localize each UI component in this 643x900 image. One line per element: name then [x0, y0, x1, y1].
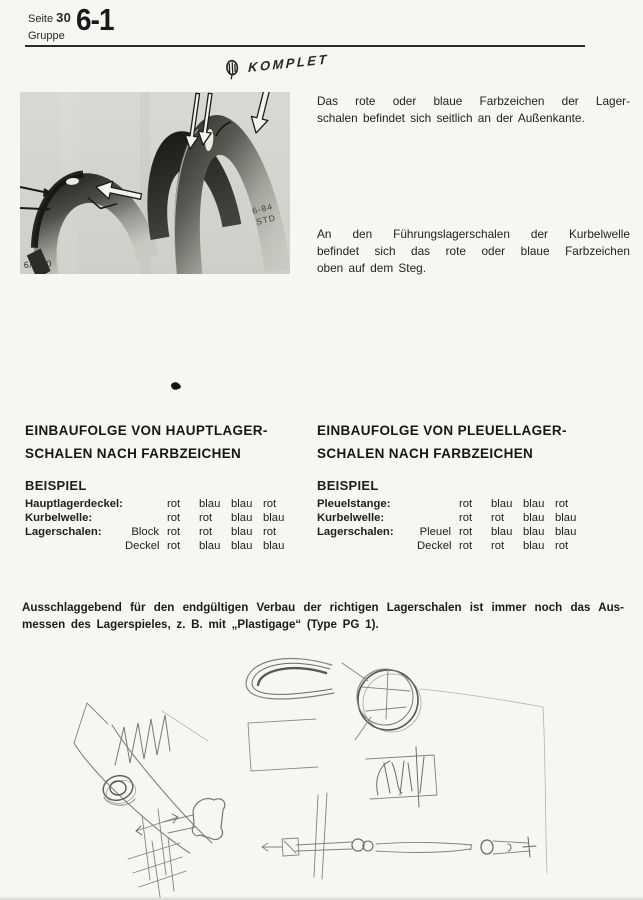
section-pleuellager [317, 419, 617, 554]
group-code: 6-1 [76, 2, 114, 37]
heading-line: SCHALEN NACH FARBZEICHEN [317, 446, 534, 461]
handwritten-annotation [223, 48, 330, 81]
seite-label: Seite [28, 13, 54, 25]
photo-caption: 6/3/10 [23, 258, 53, 270]
page-bottom-shadow [0, 896, 643, 900]
stamp-line-2: STD [255, 212, 277, 227]
rect-sketch-big [420, 689, 547, 873]
rect-sketch-left [248, 719, 318, 771]
hatched-rect-sketch [366, 747, 437, 807]
footer-line: Ausschlaggebend für den endgültigen Verbau der richtigen Lagerschalen ist immer noch das Aus- [22, 601, 624, 614]
footer-line: messen des Lagerspieles, z. B. mit „Plastigage“ (Type PG 1). [22, 617, 379, 631]
table-row: Deckel rot rot blau rot [417, 539, 569, 552]
seite-line [28, 9, 71, 28]
shell-curve-sketch [246, 659, 334, 699]
footer-note [22, 600, 624, 633]
pencil-sketches [0, 645, 643, 900]
section-heading [317, 419, 617, 465]
vertical-lines-sketch [314, 793, 327, 879]
paragraph-mark-location [317, 93, 630, 127]
heading-line: EINBAUFOLGE VON HAUPTLAGER- [25, 423, 268, 438]
circle-sketch [342, 663, 421, 740]
paragraph-line: An den Führungslagerschalen der Kurbelwelle [317, 227, 630, 241]
header-rule [25, 45, 585, 47]
table-row: Lagerschalen: Block rot rot blau rot [25, 525, 277, 538]
table-row: Kurbelwelle: rot rot blau blau [25, 511, 285, 524]
table-row: Lagerschalen: Pleuel rot blau blau blau [317, 525, 577, 538]
bearing-shells-photo [20, 92, 290, 274]
color-code-table [317, 498, 617, 554]
handwritten-text: KOMPLET [247, 50, 330, 75]
section-heading [25, 419, 309, 465]
section-hauptlager [25, 419, 309, 554]
subheading-beispiel: BEISPIEL [25, 478, 87, 493]
paragraph-line: Das rote oder blaue Farbzeichen der Lager- [317, 94, 630, 108]
pen-doodle-icon [223, 57, 241, 81]
paragraph-line: oben auf dem Steg. [317, 261, 426, 275]
ink-blot [168, 380, 184, 392]
stamp-line-1: 6-84 [251, 201, 274, 216]
rod-sketch [74, 703, 225, 897]
heading-line: EINBAUFOLGE VON PLEUELLAGER- [317, 423, 567, 438]
paragraph-line: befindet sich das rote oder blaue Farbzeichen [317, 244, 630, 258]
cylinder-sketch [481, 837, 536, 857]
paragraph-line: schalen befindet sich seitlich an der Außenkante. [317, 111, 585, 125]
seite-value: 30 [56, 10, 72, 25]
table-row: Kurbelwelle: rot rot blau blau [317, 511, 577, 524]
shaft-sketch [262, 838, 472, 856]
table-row: Deckel rot blau blau blau [125, 539, 285, 552]
page-header [28, 9, 71, 45]
gruppe-label: Gruppe [28, 30, 65, 42]
subheading-beispiel: BEISPIEL [317, 478, 379, 493]
table-row: Hauptlagerdeckel: rot blau blau rot [25, 498, 277, 510]
paragraph-guide-bearing [317, 226, 630, 277]
color-code-table [25, 498, 309, 554]
heading-line: SCHALEN NACH FARBZEICHEN [25, 446, 242, 461]
table-row: Pleuelstange: rot blau blau rot [317, 498, 569, 510]
